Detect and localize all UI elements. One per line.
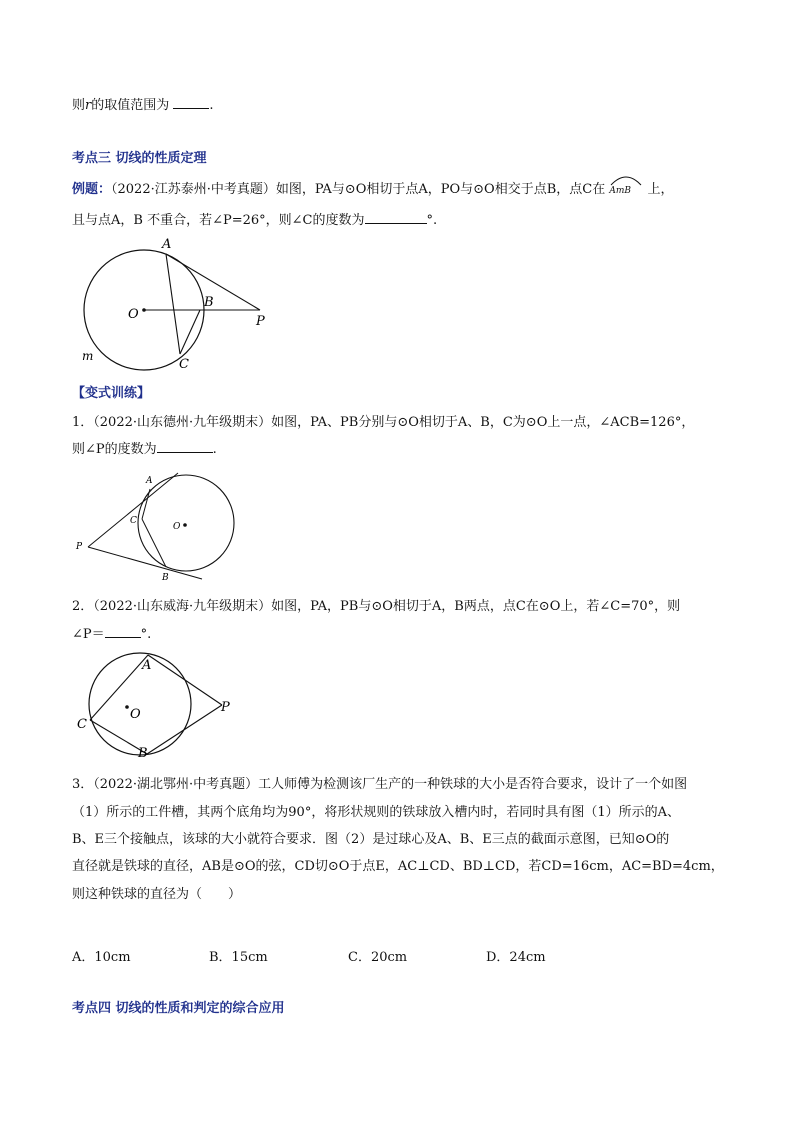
label-B: B — [138, 746, 148, 761]
variant-training-title: 【变式训练】 — [72, 386, 151, 401]
q2-line-2: ∠P＝ °. — [72, 627, 152, 642]
answer-blank[interactable] — [173, 96, 209, 109]
range-question-line: 则r的取值范围为 . — [72, 98, 214, 113]
arc-mark-icon — [609, 171, 643, 189]
q3-line-2: （1）所示的工件槽，其两个底角均为90°，将形状规则的铁球放入槽内时，若同时具有图（1）所示的A、 — [72, 805, 680, 820]
q2-figure — [70, 650, 250, 765]
q1-figure — [70, 465, 250, 585]
option-d[interactable]: D．24cm — [486, 950, 546, 965]
label-B: B — [162, 573, 169, 583]
q3-line-3: B、E三个接触点，该球的大小就符合要求．图（2）是过球心及A、B、E三点的截面示意图，已知⊙O的 — [72, 832, 670, 847]
section-3-title: 考点三 切线的性质定理 — [72, 151, 207, 166]
label-A: A — [162, 237, 172, 252]
label-A: A — [142, 658, 152, 673]
label-P: P — [256, 314, 265, 329]
label-B: B — [204, 295, 214, 310]
label-C: C — [130, 516, 137, 526]
option-c[interactable]: C．20cm — [348, 950, 408, 965]
option-b[interactable]: B．15cm — [209, 950, 268, 965]
label-C: C — [179, 357, 189, 372]
label-O: O — [128, 307, 139, 322]
label-O: O — [130, 707, 141, 722]
label-P: P — [76, 542, 83, 552]
example-line-2: 且与点A，B 不重合，若∠P=26°，则∠C的度数为 °. — [72, 213, 438, 228]
q2-line-1: 2．（2022·山东威海·九年级期末）如图，PA，PB与⊙O相切于A，B两点，点C在⊙O上，若∠C=70°，则 — [72, 599, 681, 614]
option-a[interactable]: A．10cm — [72, 950, 131, 965]
label-P: P — [221, 700, 230, 715]
q3-line-5: 则这种铁球的直径为（ ） — [72, 887, 242, 902]
example-figure — [70, 232, 280, 372]
q3-line-1: 3．（2022·湖北鄂州·中考真题）工人师傅为检测该厂生产的一种铁球的大小是否符合要求，设计了一个如图 — [72, 777, 688, 792]
q1-line-2: 则∠P的度数为 . — [72, 442, 217, 457]
example-line-1: 例题：（2022·江苏泰州·中考真题）如图，PA与⊙O相切于点A，PO与⊙O相交于点B，点C在 AmB 上， — [72, 181, 674, 200]
q1-line-1: 1．（2022·山东德州·九年级期末）如图，PA、PB分别与⊙O相切于A、B，C为⊙O上一点，∠ACB=126°， — [72, 415, 695, 430]
section-4-title: 考点四 切线的性质和判定的综合应用 — [72, 1001, 285, 1016]
label-A: A — [146, 476, 153, 486]
q3-line-4: 直径就是铁球的直径，AB是⊙O的弦，CD切⊙O于点E，AC⊥CD、BD⊥CD，若CD=16cm，AC=BD=4cm， — [72, 859, 724, 874]
example-answer-blank[interactable] — [365, 211, 427, 224]
q1-answer-blank[interactable] — [157, 440, 213, 453]
label-m: m — [82, 349, 94, 363]
label-C: C — [77, 717, 87, 732]
q2-answer-blank[interactable] — [105, 625, 141, 638]
arc-amb: AmB — [609, 181, 643, 200]
label-O: O — [173, 522, 181, 532]
